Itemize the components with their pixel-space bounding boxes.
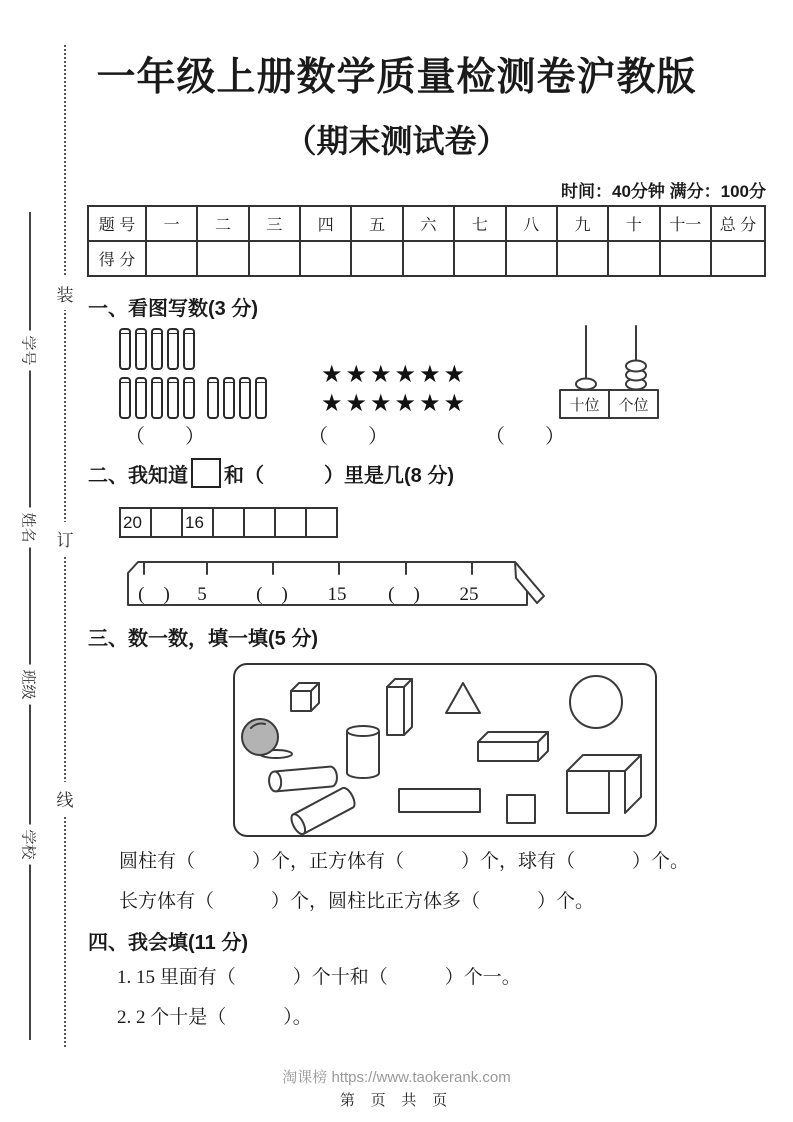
stick — [151, 328, 163, 370]
footer-page-number: 第 页 共 页 — [339, 1093, 454, 1109]
binding-dotted-line — [57, 45, 73, 1047]
stars-row: ★★★★★★ — [321, 389, 469, 417]
q4-item-1: 1. 15 里面有（ ）个十和（ ）个一。 — [117, 967, 521, 988]
time-score-info: 时间：40分钟 满分：100分 — [561, 182, 766, 201]
abacus-figure — [550, 322, 668, 422]
ruler-label: 25 — [459, 584, 479, 605]
stick — [223, 377, 235, 419]
number-strip-cell — [213, 508, 244, 537]
cylinder-diagonal-shape — [289, 786, 358, 835]
stick — [207, 377, 219, 419]
binding-fold-char: 线 — [57, 782, 74, 815]
cube-small-shape — [291, 683, 319, 711]
score-table-col-header: 总 分 — [711, 206, 765, 241]
student-field-label: 学校 — [19, 825, 40, 865]
score-table-header-row — [88, 206, 765, 241]
stick — [239, 377, 251, 419]
student-field-label: 学号 — [19, 331, 40, 371]
circle-shape — [570, 676, 622, 728]
score-table-col-header: 四 — [300, 206, 351, 241]
score-table-score-label: 得 分 — [88, 241, 146, 276]
student-field-label: 班级 — [19, 665, 40, 705]
student-field-label: 姓名 — [19, 508, 40, 548]
score-table-col-header: 七 — [454, 206, 505, 241]
q2-title-prefix: 二、我知道 — [88, 464, 188, 487]
stars-row: ★★★★★★ — [321, 360, 469, 388]
abacus-ones-label: 个位 — [618, 397, 649, 414]
cuboid-horizontal-shape — [478, 732, 548, 761]
ruler-label: 15 — [327, 584, 347, 605]
q3-title: 三、数一数，填一填(5 分) — [88, 628, 318, 650]
stick — [119, 328, 131, 370]
stick — [255, 377, 267, 419]
score-table-col-header: 五 — [351, 206, 402, 241]
q1-blank-sticks: （ ） — [125, 426, 205, 448]
score-table-empty-cell — [454, 241, 505, 276]
shapes-figure — [235, 665, 655, 835]
stick — [167, 328, 179, 370]
q2-title — [88, 458, 454, 488]
page-title: 一年级上册数学质量检测卷沪教版 — [96, 56, 697, 99]
score-table-empty-cell — [403, 241, 454, 276]
score-table-score-row — [88, 241, 765, 276]
student-info-line — [9, 212, 49, 1040]
q1-blank-stars: （ ） — [308, 426, 388, 448]
score-table-empty-cell — [146, 241, 197, 276]
stick — [151, 377, 163, 419]
score-table-empty-cell — [608, 241, 659, 276]
cuboid-tall-shape — [387, 679, 412, 735]
sticks-row-2-group-2 — [207, 377, 267, 419]
q1-blank-abacus: （ ） — [485, 426, 565, 448]
stick — [119, 377, 131, 419]
score-table-empty-cell — [249, 241, 300, 276]
number-strip-cell: 16 — [182, 508, 213, 537]
score-table-empty-cell — [711, 241, 765, 276]
score-table — [87, 205, 766, 277]
abacus-bead — [576, 379, 596, 390]
page-subtitle: （期末测试卷） — [284, 123, 509, 159]
score-table-empty-cell — [506, 241, 557, 276]
score-table-col-header: 六 — [403, 206, 454, 241]
number-strip-row — [120, 508, 337, 537]
sticks-row-2-group-1 — [119, 377, 195, 419]
rectangle-shape — [399, 789, 480, 812]
q2-title-suffix: 和（ ）里是几(8 分) — [224, 464, 454, 487]
abacus-bead — [626, 361, 646, 372]
number-strip — [119, 507, 338, 538]
cylinder-horizontal-shape — [268, 766, 337, 792]
number-strip-cell — [151, 508, 182, 537]
ruler-label: 5 — [197, 584, 207, 605]
stars-figure — [321, 360, 468, 418]
q2-empty-square — [191, 458, 221, 488]
stick — [183, 377, 195, 419]
sphere-shape — [242, 719, 292, 758]
number-strip-cell — [244, 508, 275, 537]
score-table-empty-cell — [300, 241, 351, 276]
binding-fold-char: 订 — [57, 522, 74, 555]
number-strip-cell — [275, 508, 306, 537]
stick — [183, 328, 195, 370]
stick — [135, 328, 147, 370]
binding-fold-char: 装 — [57, 277, 74, 310]
square-shape — [507, 795, 535, 823]
score-table-empty-cell — [351, 241, 402, 276]
sticks-figure — [119, 328, 267, 419]
abacus-tens-label: 十位 — [569, 397, 600, 414]
score-table-col-header: 十 — [608, 206, 659, 241]
number-strip-cell — [306, 508, 337, 537]
score-table-empty-cell — [557, 241, 608, 276]
number-strip-cell: 20 — [120, 508, 151, 537]
q1-title: 一、看图写数(3 分) — [88, 298, 258, 320]
q3-fill-line-1: 圆柱有（ ）个，正方体有（ ）个，球有（ ）个。 — [119, 851, 690, 872]
ruler-label: ( ) — [388, 584, 420, 605]
score-table-empty-cell — [660, 241, 711, 276]
shapes-box — [233, 663, 657, 837]
score-table-col-header: 九 — [557, 206, 608, 241]
stick — [167, 377, 179, 419]
footer-watermark: 淘课榜 https://www.taokerank.com — [282, 1069, 511, 1086]
score-table-col-header: 十一 — [660, 206, 711, 241]
ruler-figure — [124, 551, 564, 613]
triangle-shape — [446, 683, 480, 713]
stick — [135, 377, 147, 419]
cylinder-vertical-shape — [347, 726, 379, 778]
score-table-col-header: 二 — [197, 206, 248, 241]
q4-title: 四、我会填(11 分) — [88, 932, 249, 954]
score-table-col-header: 八 — [506, 206, 557, 241]
ruler-label: ( ) — [138, 584, 170, 605]
score-table-empty-cell — [197, 241, 248, 276]
score-table-col-header: 三 — [249, 206, 300, 241]
q4-item-2: 2. 2 个十是（ ）。 — [117, 1007, 312, 1028]
score-table-col-header: 一 — [146, 206, 197, 241]
ruler-label: ( ) — [256, 584, 288, 605]
sticks-row-1 — [119, 328, 195, 370]
cube-large-shape — [567, 755, 641, 813]
q3-fill-line-2: 长方体有（ ）个，圆柱比正方体多（ ）个。 — [119, 891, 595, 912]
score-table-corner-label: 题 号 — [88, 206, 146, 241]
